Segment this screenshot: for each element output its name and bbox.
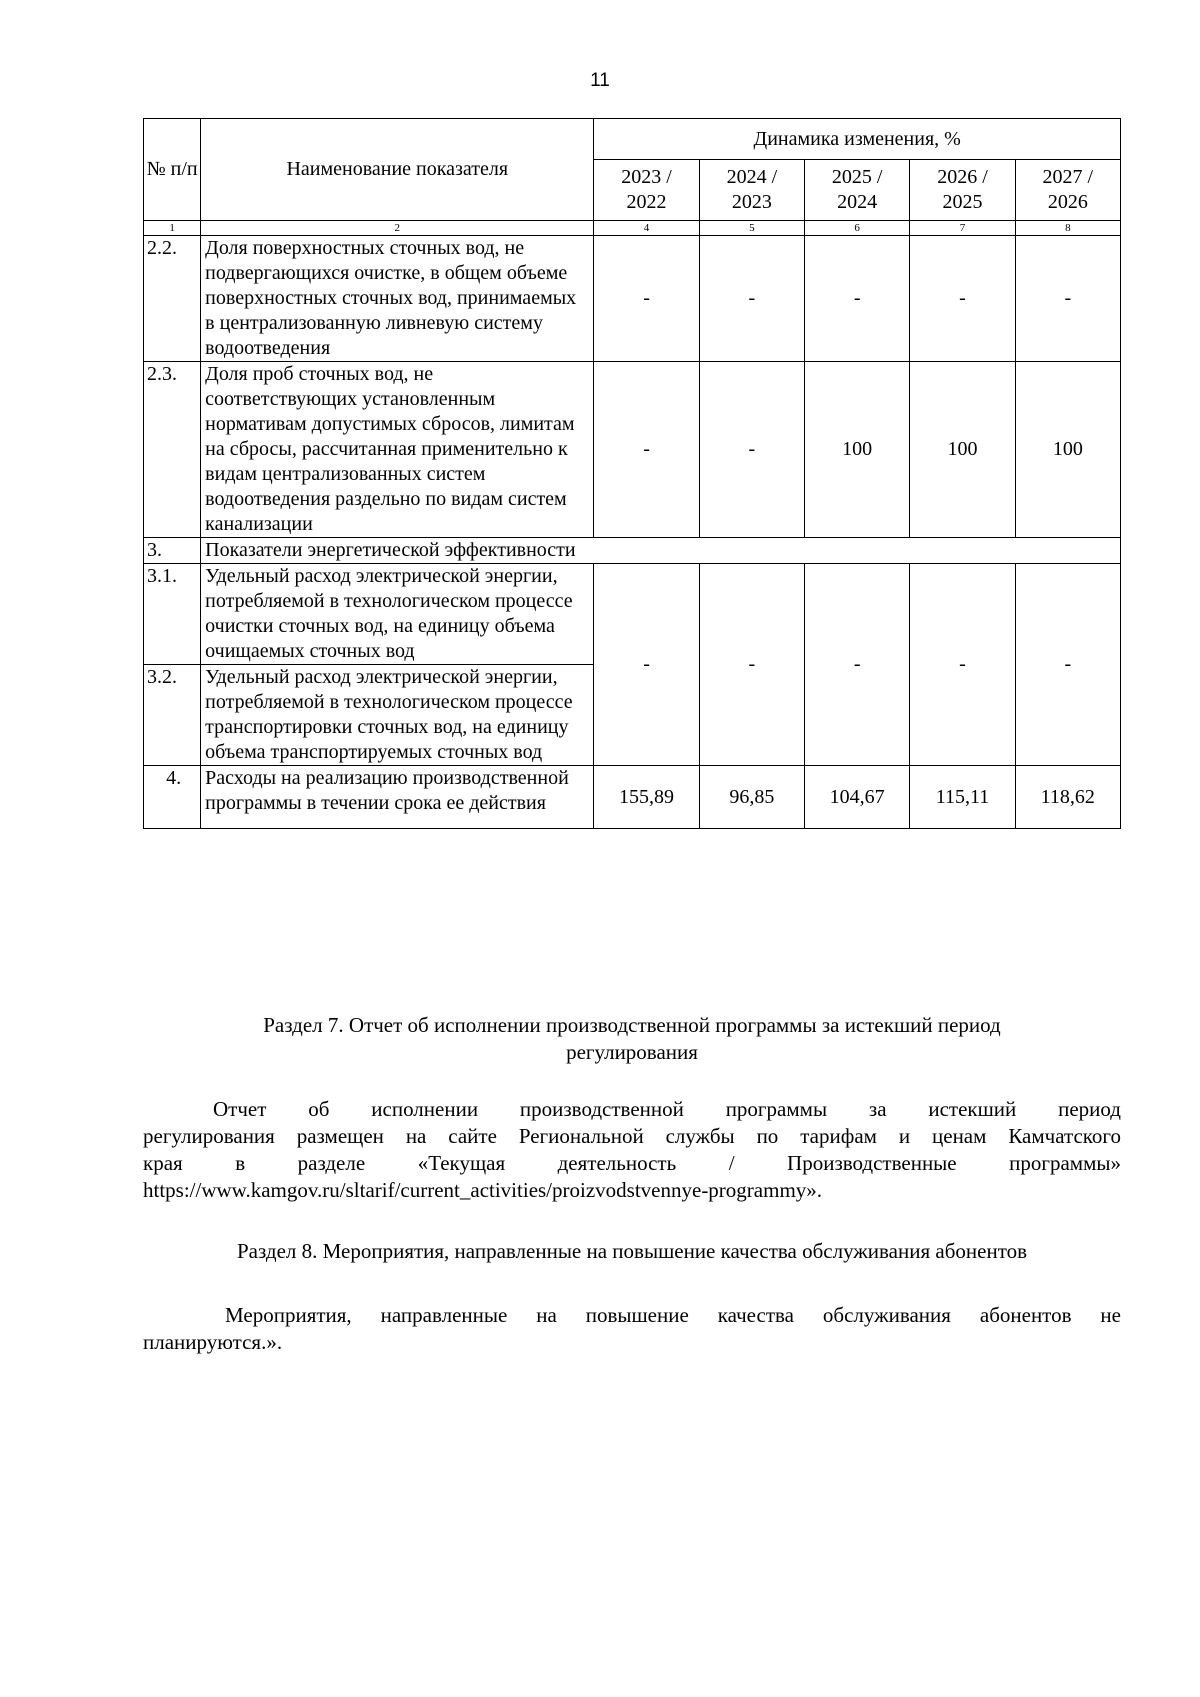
row-num: 2.3. — [144, 362, 201, 538]
row-value: 100 — [910, 362, 1015, 538]
table-row — [144, 564, 1121, 665]
row-value: - — [699, 362, 804, 538]
row-name: Доля проб сточных вод, не соответствующих установленным нормативам допустимых сбросов, лимитам на сбросы, рассчитанная применительно к видам централизованных систем водоотведения раздельно по видам систем канализации — [201, 362, 594, 538]
row-name: Удельный расход электрической энергии, потребляемой в технологическом процессе очистки сточных вод, на единицу объема очищаемых сточных вод — [201, 564, 594, 665]
section8-heading: Раздел 8. Мероприятия, направленные на повышение качества обслуживания абонентов — [236, 1239, 1028, 1263]
row-value: 100 — [1015, 362, 1120, 538]
row-value: 115,11 — [910, 766, 1015, 829]
indicators-table — [143, 118, 1121, 829]
section8-paragraph: Мероприятия, направленные на повышение качества обслуживания абонентов не планируются.». — [143, 1303, 1121, 1354]
row-value: - — [805, 236, 910, 362]
row-num: 4. — [144, 766, 201, 829]
column-index-row — [144, 221, 1121, 236]
header-year: 2024 / 2023 — [699, 160, 804, 221]
row-value: - — [910, 564, 1015, 766]
table-section-row — [144, 538, 1121, 564]
row-value: - — [1015, 564, 1120, 766]
table-row — [144, 362, 1121, 538]
row-value: - — [594, 564, 699, 766]
row-value: - — [805, 564, 910, 766]
row-num: 3.2. — [144, 665, 201, 766]
column-index: 7 — [910, 221, 1015, 236]
column-index: 1 — [144, 221, 201, 236]
header-year: 2026 / 2025 — [910, 160, 1015, 221]
header-name: Наименование показателя — [201, 119, 594, 221]
header-year: 2023 / 2022 — [594, 160, 699, 221]
row-name: Расходы на реализацию производственной программы в течении срока ее действия — [201, 766, 594, 829]
table-header-row — [144, 119, 1121, 160]
header-year: 2025 / 2024 — [805, 160, 910, 221]
row-value: 118,62 — [1015, 766, 1120, 829]
column-index: 5 — [699, 221, 804, 236]
column-index: 6 — [805, 221, 910, 236]
table-row — [144, 766, 1121, 829]
row-value: - — [1015, 236, 1120, 362]
row-value: 104,67 — [805, 766, 910, 829]
header-year: 2027 / 2026 — [1015, 160, 1120, 221]
header-dynamics: Динамика изменения, % — [594, 119, 1121, 160]
row-num: 3.1. — [144, 564, 201, 665]
row-name: Удельный расход электрической энергии, потребляемой в технологическом процессе транспортировки сточных вод, на единицу объема транспортируемых сточных вод — [201, 665, 594, 766]
header-num: № п/п — [144, 119, 201, 221]
row-value: 96,85 — [699, 766, 804, 829]
row-value: - — [699, 236, 804, 362]
table-row — [144, 236, 1121, 362]
row-name: Доля поверхностных сточных вод, не подвергающихся очистке, в общем объеме поверхностных сточных вод, принимаемых в централизованную ливневую систему водоотведения — [201, 236, 594, 362]
column-index: 8 — [1015, 221, 1120, 236]
section7-paragraph: Отчет об исполнении производственной программы за истекший период регулирования размещен на сайте Региональной службы по тарифам и ценам Камчатского края в разделе «Текущая деятельность / Производственные программы» https://www.kamgov.ru/sltarif/current_activities/proizvodstvennye-programmy». — [143, 1097, 1121, 1202]
row-value: - — [594, 236, 699, 362]
row-value: 155,89 — [594, 766, 699, 829]
row-num: 2.2. — [144, 236, 201, 362]
row-value: 100 — [805, 362, 910, 538]
column-index: 2 — [201, 221, 594, 236]
row-value: - — [699, 564, 804, 766]
section7-heading: Раздел 7. Отчет об исполнении производственной программы за истекший период регулирования — [263, 1013, 1001, 1064]
row-value: - — [594, 362, 699, 538]
report-link: https://www.kamgov.ru/sltarif/current_activities/proizvodstvennye-programmy». — [143, 1178, 823, 1202]
row-num: 3. — [144, 538, 201, 564]
row-value: - — [910, 236, 1015, 362]
section-title: Показатели энергетической эффективности — [201, 538, 1121, 564]
page-number: 11 — [590, 70, 610, 91]
column-index: 4 — [594, 221, 699, 236]
